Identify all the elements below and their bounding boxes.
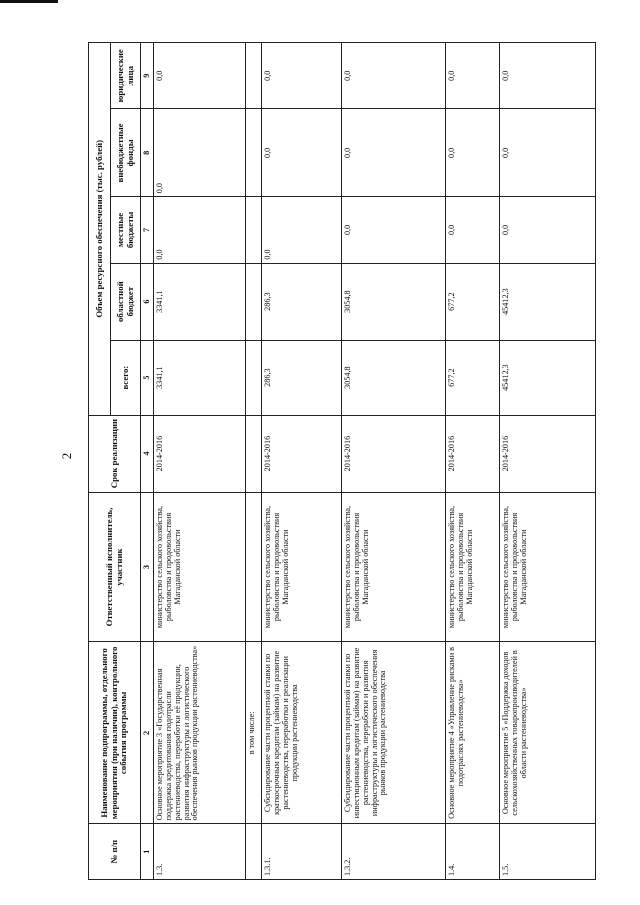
table-row xyxy=(500,43,596,880)
row-total: 286,3 xyxy=(262,340,342,415)
header-local: местные бюджеты xyxy=(111,197,141,263)
row-legal: 0,0 xyxy=(342,43,446,110)
table-row xyxy=(262,43,342,880)
row-local: 0,0 xyxy=(342,197,446,263)
row-extra: 0,0 xyxy=(446,109,500,197)
row-term: 2014-2016 xyxy=(500,415,596,492)
row-regional: 45412,3 xyxy=(500,263,596,340)
index-cell: 8 xyxy=(141,109,154,197)
row-total: 3054,8 xyxy=(342,340,446,415)
table-row xyxy=(446,43,500,880)
index-cell: 7 xyxy=(141,197,154,263)
funding-table xyxy=(88,42,596,880)
row-regional: 286,3 xyxy=(262,263,342,340)
row-name: Основное мероприятие 3 «Государственная поддержка кредитования подотрасли растениеводства, переработки её продукции, развития инфраструктуры и логистического обеспечения рынков продукции растениеводства» xyxy=(154,642,246,824)
row-legal: 0,0 xyxy=(500,43,596,110)
header-term: Срок реализации xyxy=(89,415,141,492)
header-total: всего: xyxy=(111,340,141,415)
row-term: 2014-2016 xyxy=(262,415,342,492)
header-regional: областной бюджет xyxy=(111,263,141,340)
row-num: 1.3. xyxy=(154,824,246,880)
row-exec: министерство сельского хозяйства, рыболовства и продовольствия Магаданской области xyxy=(446,492,500,642)
table-row xyxy=(154,43,246,880)
row-local: 0,0 xyxy=(154,197,246,263)
row-exec: министерство сельского хозяйства, рыболовства и продовольствия Магаданской области xyxy=(154,492,246,642)
index-cell: 4 xyxy=(141,415,154,492)
table-row xyxy=(342,43,446,880)
row-regional: 3341,1 xyxy=(154,263,246,340)
index-cell: 1 xyxy=(141,824,154,880)
row-name: Основное мероприятие 4 «Управление рисками в подотраслях растениеводства» xyxy=(446,642,500,824)
row-name: Основное мероприятие 5 «Поддержка доходов сельскохозяйственных товаропроизводителей в области растениеводства» xyxy=(500,642,596,824)
row-exec: министерство сельского хозяйства, рыболовства и продовольствия Магаданской области xyxy=(342,492,446,642)
row-local: 0,0 xyxy=(262,197,342,263)
row-local: 0,0 xyxy=(446,197,500,263)
index-cell: 3 xyxy=(141,492,154,642)
row-term: 2014-2016 xyxy=(446,415,500,492)
row-legal: 0,0 xyxy=(262,43,342,110)
row-regional: 3054,8 xyxy=(342,263,446,340)
row-extra: 0,0 xyxy=(262,109,342,197)
row-legal: 0,0 xyxy=(446,43,500,110)
page-number: 2 xyxy=(59,452,74,460)
header-num: № п/п xyxy=(89,824,141,880)
row-num: 1.5. xyxy=(500,824,596,880)
row-total: 45412,3 xyxy=(500,340,596,415)
in-that-number: в том числе: xyxy=(246,642,262,824)
index-cell: 9 xyxy=(141,43,154,110)
row-name: Субсидирование части процентной ставки по краткосрочным кредитам (займам) на развитие растениеводства, переработки и реализации продукции растениеводства xyxy=(262,642,342,824)
row-num: 1.3.2. xyxy=(342,824,446,880)
row-term: 2014-2016 xyxy=(154,415,246,492)
row-total: 677,2 xyxy=(446,340,500,415)
row-num: 1.3.1. xyxy=(262,824,342,880)
header-exec: Ответственный исполнитель, участник xyxy=(89,492,141,642)
index-row xyxy=(141,43,154,880)
row-extra: 0,0 xyxy=(154,109,246,197)
index-cell: 6 xyxy=(141,263,154,340)
row-extra: 0,0 xyxy=(500,109,596,197)
row-local: 0,0 xyxy=(500,197,596,263)
row-name: Субсидирование части процентной ставки по инвестиционным кредитам (займам) на развитие растениеводства, переработки и развития инфраструктуры и логистического обеспечения рынков продукции растениеводства xyxy=(342,642,446,824)
header-extra: внебюджетные фонды xyxy=(111,109,141,197)
row-term: 2014-2016 xyxy=(342,415,446,492)
row-regional: 677,2 xyxy=(446,263,500,340)
index-cell: 5 xyxy=(141,340,154,415)
header-funding: Объем ресурсного обеспечения (тыс. рублей) xyxy=(89,43,111,416)
table-row xyxy=(246,43,262,880)
index-cell: 2 xyxy=(141,642,154,824)
row-exec: министерство сельского хозяйства, рыболовства и продовольствия Магаданской области xyxy=(262,492,342,642)
row-total: 3341,1 xyxy=(154,340,246,415)
row-legal: 0,0 xyxy=(154,43,246,110)
row-num: 1.4. xyxy=(446,824,500,880)
row-exec: министерство сельского хозяйства, рыболовства и продовольствия Магаданской области xyxy=(500,492,596,642)
top-rule xyxy=(0,0,58,3)
row-extra: 0,0 xyxy=(342,109,446,197)
document-sheet xyxy=(88,42,596,880)
header-legal: юридические лица xyxy=(111,43,141,110)
header-name: Наименование подпрограммы, отдельного мероприятия (при наличии), контрольного события программы xyxy=(89,642,141,824)
